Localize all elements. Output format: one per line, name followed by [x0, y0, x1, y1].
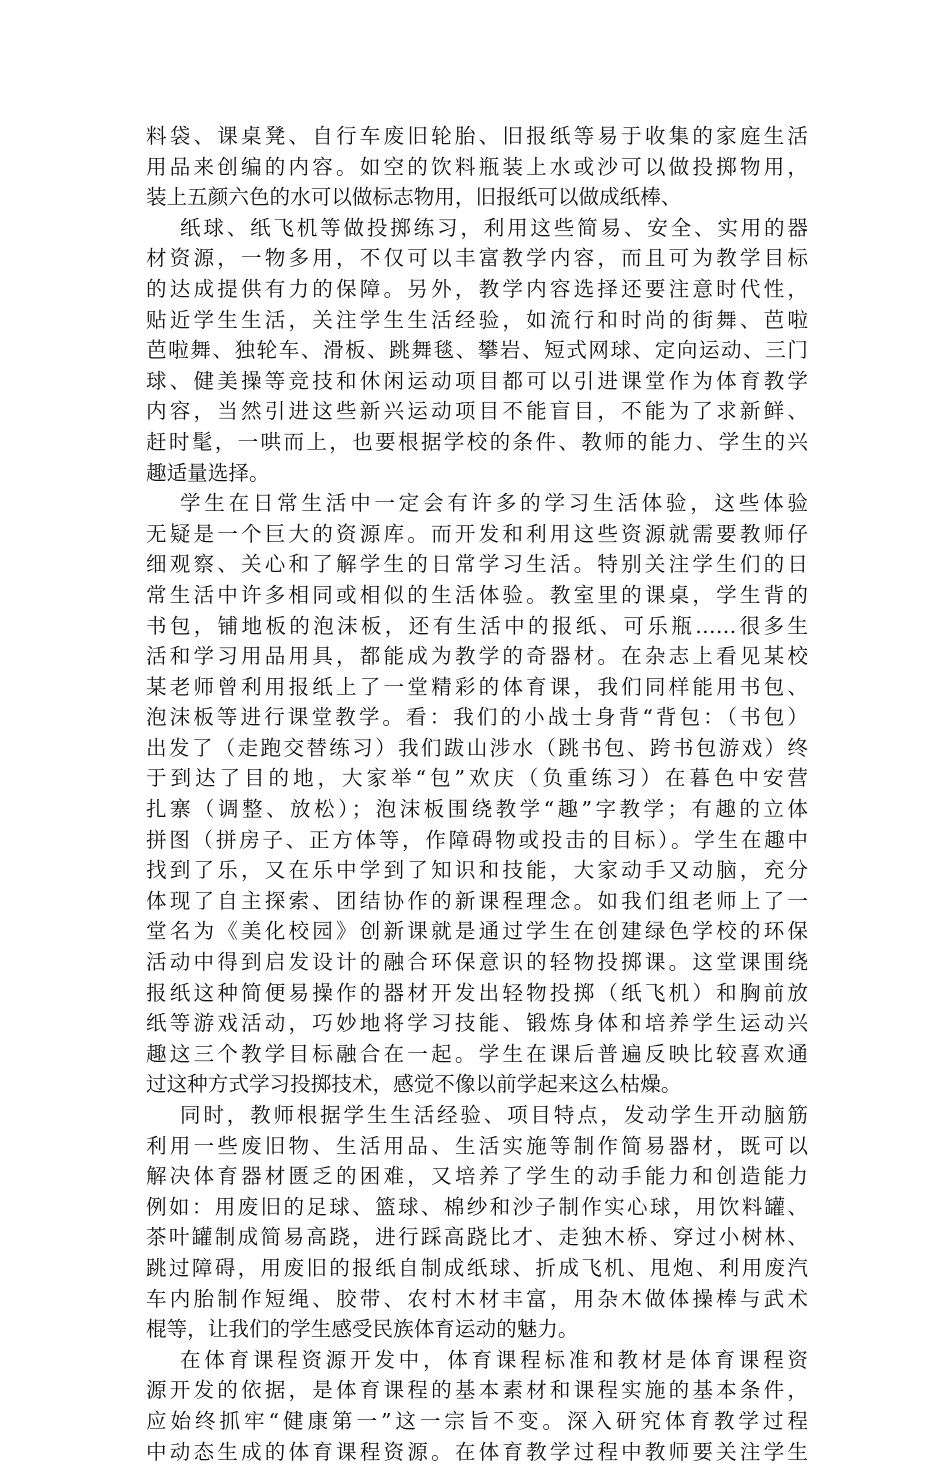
text-line: 棍等，让我们的学生感受民族体育运动的魅力。 — [146, 1317, 579, 1342]
text-line: 在体育课程资源开发中，体育课程标准和教材是体育课程资 — [180, 1347, 808, 1372]
text-line: 堂名为《美化校园》创新课就是通过学生在创建绿色学校的环保 — [146, 919, 808, 944]
text-line: 纸等游戏活动，巧妙地将学习技能、锻炼身体和培养学生运动兴 — [146, 1011, 808, 1036]
text-line: 活动中得到启发设计的融合环保意识的轻物投掷课。这堂课围绕 — [146, 950, 808, 975]
text-line: 找到了乐，又在乐中学到了知识和技能，大家动手又动脑，充分 — [146, 858, 808, 883]
text-line: 跳过障碍，用废旧的报纸自制成纸球、折成飞机、甩炮、利用废汽 — [146, 1255, 808, 1280]
text-line: 扎寨（调整、放松）；泡沫板围绕教学“趣”字教学；有趣的立体 — [146, 797, 808, 822]
text-line: 内容，当然引进这些新兴运动项目不能盲目，不能为了求新鲜、 — [146, 399, 808, 424]
text-line: 细观察、关心和了解学生的日常学习生活。特别关注学生们的日 — [146, 552, 808, 577]
text-line: 芭啦舞、独轮车、滑板、跳舞毯、攀岩、短式网球、定向运动、三门 — [146, 338, 808, 363]
text-line: 拼图（拼房子、正方体等，作障碍物或投击的目标）。学生在趣中 — [146, 827, 808, 852]
text-line: 茶叶罐制成简易高跷，进行踩高跷比才、走独木桥、穿过小树林、 — [146, 1225, 808, 1250]
text-line: 材资源，一物多用，不仅可以丰富教学内容，而且可为教学目标 — [146, 246, 808, 271]
text-line: 于到达了目的地，大家举“包”欢庆（负重练习）在暮色中安营 — [146, 766, 808, 791]
text-line: 用品来创编的内容。如空的饮料瓶装上水或沙可以做投掷物用， — [146, 154, 808, 179]
text-line: 同时，教师根据学生生活经验、项目特点，发动学生开动脑筋 — [180, 1103, 808, 1127]
text-line: 泡沫板等进行课堂教学。看：我们的小战士身背“背包：（书包） — [146, 705, 808, 730]
text-line: 应始终抓牢“健康第一”这一宗旨不变。深入研究体育教学过程 — [146, 1408, 808, 1433]
text-line: 料袋、课桌凳、自行车废旧轮胎、旧报纸等易于收集的家庭生活 — [146, 124, 808, 148]
text-line: 中动态生成的体育课程资源。在体育教学过程中教师要关注学生 — [146, 1439, 808, 1464]
text-line: 纸球、纸飞机等做投掷练习，利用这些简易、安全、实用的器 — [180, 215, 808, 240]
text-line: 书包，铺地板的泡沫板，还有生活中的报纸、可乐瓶……很多生 — [146, 613, 808, 638]
text-line: 出发了（走跑交替练习）我们跋山涉水（跳书包、跨书包游戏）终 — [146, 735, 808, 760]
text-line: 利用一些废旧物、生活用品、生活实施等制作简易器材，既可以 — [146, 1133, 808, 1158]
text-line: 某老师曾利用报纸上了一堂精彩的体育课，我们同样能用书包、 — [146, 674, 808, 699]
text-line: 常生活中许多相同或相似的生活体验。教室里的课桌，学生背的 — [146, 582, 808, 607]
text-line: 装上五颜六色的水可以做标志物用，旧报纸可以做成纸棒、 — [146, 185, 682, 210]
text-line: 无疑是一个巨大的资源库。而开发和利用这些资源就需要教师仔 — [146, 521, 808, 546]
text-line: 活和学习用品用具，都能成为教学的奇器材。在杂志上看见某校 — [146, 644, 808, 669]
text-line: 体现了自主探索、团结协作的新课程理念。如我们组老师上了一 — [146, 888, 808, 913]
text-line: 例如：用废旧的足球、篮球、棉纱和沙子制作实心球，用饮料罐、 — [146, 1194, 808, 1219]
text-line: 球、健美操等竞技和休闲运动项目都可以引进课堂作为体育教学 — [146, 368, 808, 393]
text-line: 贴近学生生活，关注学生生活经验，如流行和时尚的街舞、芭啦 — [146, 307, 808, 332]
text-line: 趣这三个教学目标融合在一起。学生在课后普遍反映比较喜欢通 — [146, 1041, 808, 1066]
text-line: 源开发的依据，是体育课程的基本素材和课程实施的基本条件， — [146, 1378, 808, 1403]
text-line: 解决体育器材匮乏的困难，又培养了学生的动手能力和创造能力 — [146, 1164, 808, 1189]
text-line: 的达成提供有力的保障。另外，教学内容选择还要注意时代性， — [146, 276, 808, 301]
text-line: 过这种方式学习投掷技术，感觉不像以前学起来这么枯燥。 — [146, 1072, 682, 1097]
text-line: 车内胎制作短绳、胶带、农村木材丰富，用杂木做体操棒与武术 — [146, 1286, 808, 1311]
document-body — [146, 121, 808, 1467]
text-line: 赶时髦，一哄而上，也要根据学校的条件、教师的能力、学生的兴 — [146, 429, 808, 454]
text-line: 学生在日常生活中一定会有许多的学习生活体验，这些体验 — [180, 491, 808, 516]
text-line: 报纸这种简便易操作的器材开发出轻物投掷（纸飞机）和胸前放 — [146, 980, 808, 1005]
text-line: 趣适量选择。 — [146, 460, 270, 485]
